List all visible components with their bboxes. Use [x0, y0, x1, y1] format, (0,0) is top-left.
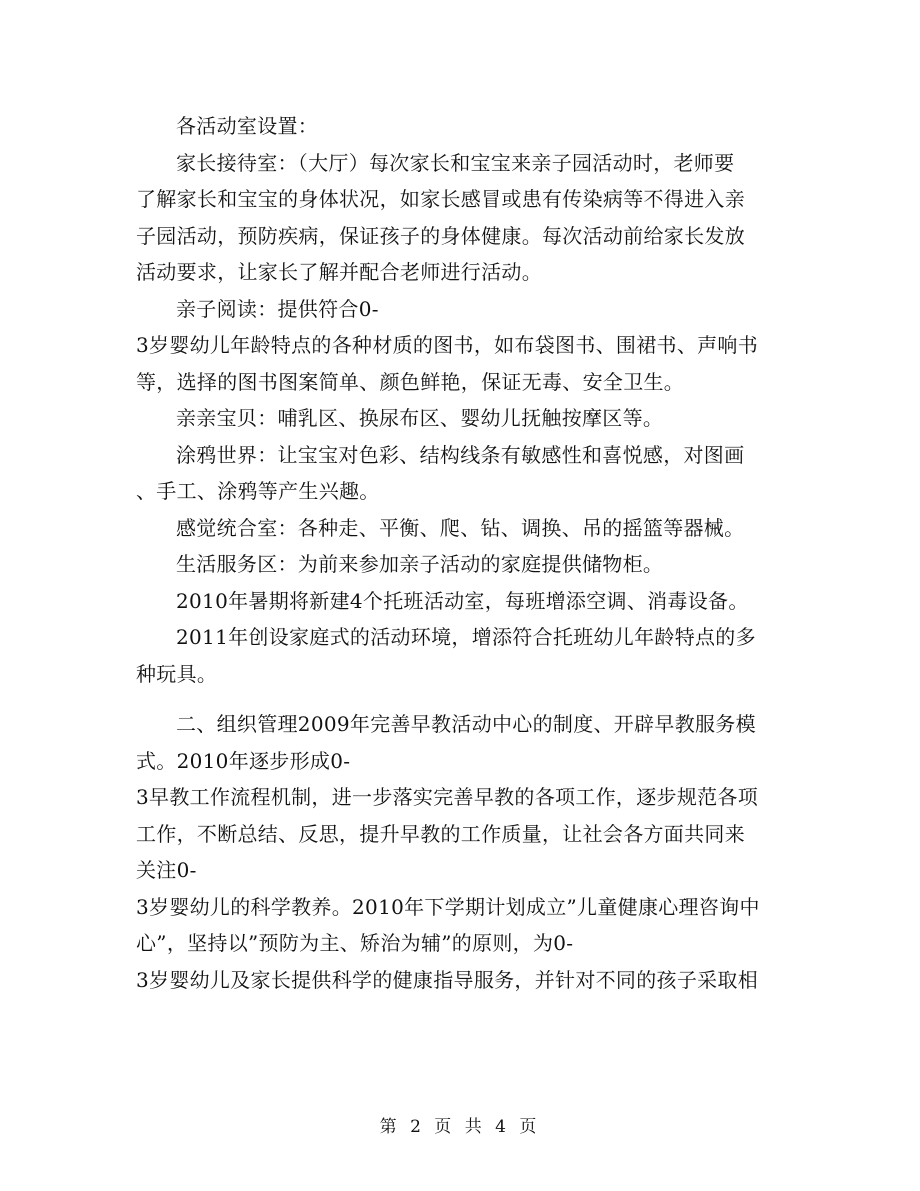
paragraph-line: 活动要求，让家长了解并配合老师进行活动。 [136, 260, 542, 284]
paragraph-line: 工作，不断总结、反思，提升早教的工作质量，让社会各方面共同来 [136, 821, 745, 846]
paragraph-line: 3岁婴幼儿及家长提供科学的健康指导服务，并针对不同的孩子采取相 [136, 967, 759, 992]
paragraph-line: 生活服务区：为前来参加亲子活动的家庭提供储物柜。 [176, 552, 664, 576]
paragraph-line: 关注0- [136, 858, 197, 882]
paragraph-line: 了解家长和宝宝的身体状况，如家长感冒或患有传染病等不得进入亲 [136, 187, 745, 211]
paragraph-line: 感觉统合室：各种走、平衡、爬、钻、调换、吊的摇篮等器械。 [176, 515, 745, 540]
paragraph-line: 种玩具。 [136, 661, 218, 686]
paragraph-line: 亲亲宝贝：哺乳区、换尿布区、婴幼儿抚触按摩区等。 [176, 406, 664, 430]
paragraph-line: 3岁婴幼儿年龄特点的各种材质的图书，如布袋图书、围裙书、声响书 [136, 333, 759, 357]
paragraph-line: 、手工、涂鸦等产生兴趣。 [136, 479, 380, 503]
paragraph-line: 2010年暑期将新建4个托班活动室，每班增添空调、消毒设备。 [176, 588, 749, 613]
paragraph-line: 式。2010年逐步形成0- [136, 748, 351, 773]
paragraph-line: 心”，坚持以”预防为主、矫治为辅”的原则，为0- [136, 931, 574, 955]
paragraph-line: 3岁婴幼儿的科学教养。2010年下学期计划成立”儿童健康心理咨询中 [136, 894, 760, 919]
paragraph-line: 家长接待室：（大厅）每次家长和宝宝来亲子园活动时，老师要 [176, 150, 735, 175]
paragraph-gap [136, 692, 786, 706]
paragraph-line: 2011年创设家庭式的活动环境，增添符合托班幼儿年龄特点的多 [176, 625, 756, 649]
page-number-footer: 第 2 页 共 4 页 [379, 1117, 541, 1137]
paragraph-line: 二、组织管理2009年完善早教活动中心的制度、开辟早教服务模 [176, 712, 756, 736]
document-body [136, 108, 786, 998]
paragraph-line: 子园活动，预防疾病，保证孩子的身体健康。每次活动前给家长发放 [136, 223, 745, 248]
paragraph-line: 各活动室设置： [176, 114, 319, 138]
paragraph-line: 等，选择的图书图案简单、颜色鲜艳，保证无毒、安全卫生。 [136, 369, 685, 394]
paragraph-line: 涂鸦世界：让宝宝对色彩、结构线条有敏感性和喜悦感，对图画 [176, 442, 745, 467]
paragraph-line: 3早教工作流程机制，进一步落实完善早教的各项工作，逐步规范各项 [136, 785, 759, 809]
paragraph-line: 亲子阅读：提供符合0- [176, 296, 379, 321]
